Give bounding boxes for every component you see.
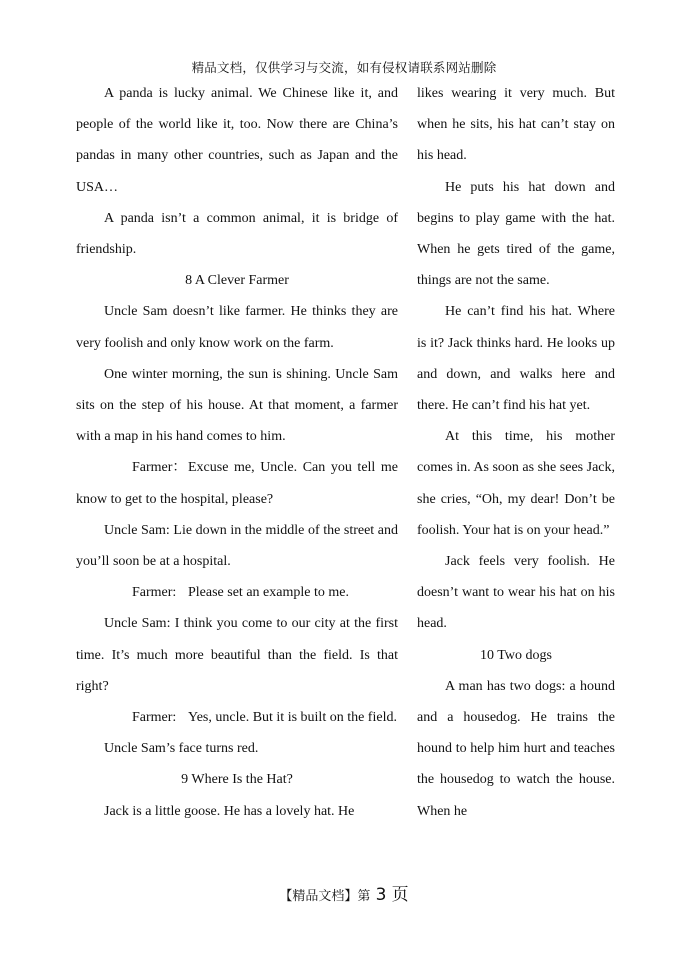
dialogue-line	[76, 515, 398, 577]
footer-suffix: 页	[391, 885, 409, 905]
paragraph: likes wearing it very much. But when he sits, his hat can’t stay on his head.	[417, 86, 615, 164]
dialogue-line	[76, 452, 398, 514]
page-footer	[0, 880, 688, 905]
speaker: Uncle Sam:	[104, 616, 171, 632]
paragraph: Uncle Sam doesn’t like farmer. He thinks they are very foolish and only know work on the farm.	[76, 304, 398, 351]
speaker: Farmer：	[132, 460, 187, 476]
paragraph: A panda is lucky animal. We Chinese like it, and people of the world like it, too. Now there are China’s pandas in many other countries, such as Japan and the USA…	[76, 86, 398, 195]
section-title: 10 Two dogs	[480, 647, 552, 663]
speaker: Uncle Sam:	[104, 522, 170, 538]
paragraph: Jack feels very foolish. He doesn’t want to wear his hat on his head.	[417, 554, 615, 632]
dialogue-line	[76, 702, 398, 733]
paragraph: At this time, his mother comes in. As soon as she sees Jack, she cries, “Oh, my dear! Don’t be foolish. Your hat is on your head.”	[417, 429, 615, 538]
right-column	[417, 78, 615, 827]
paragraph: One winter morning, the sun is shining. Uncle Sam sits on the step of his house. At that moment, a farmer with a map in his hand comes to him.	[76, 366, 398, 445]
footer-label: 【精品文档】第	[279, 888, 371, 903]
paragraph: Uncle Sam’s face turns red.	[104, 741, 259, 757]
paragraph: A panda isn’t a common animal, it is bridge of friendship.	[76, 210, 398, 258]
dialogue-line	[76, 577, 398, 608]
dialogue-line	[76, 608, 398, 702]
dialogue-text: Lie down in the middle of the street and you’ll soon be at a hospital.	[76, 522, 398, 570]
speaker: Farmer:	[132, 710, 177, 726]
paragraph: He can’t find his hat. Where is it? Jack thinks hard. He looks up and down, and walks here and there. He can’t find his hat yet.	[417, 304, 615, 414]
section-title: 8 A Clever Farmer	[185, 273, 289, 289]
dialogue-text: I think you come to our city at the first time. It’s much more beautiful than the field. Is that right?	[76, 616, 399, 694]
paragraph: He puts his hat down and begins to play game with the hat. When he gets tired of the game, things are not the same.	[417, 179, 615, 289]
dialogue-text: Please set an example to me.	[188, 585, 349, 601]
left-column	[76, 78, 398, 827]
paragraph: A man has two dogs: a hound and a housedog. He trains the hound to help him hurt and teaches the housedog to watch the house. When he	[417, 678, 615, 819]
paragraph: Jack is a little goose. He has a lovely hat. He	[104, 803, 355, 819]
section-title: 9 Where Is the Hat?	[181, 772, 293, 788]
page-header: 精品文档，仅供学习与交流，如有侵权请联系网站删除	[191, 60, 497, 75]
dialogue-text: Excuse me, Uncle. Can you tell me know to get to the hospital, please?	[76, 460, 398, 507]
speaker: Farmer:	[132, 585, 177, 601]
page-number: 3	[375, 885, 387, 905]
dialogue-text: Yes, uncle. But it is built on the field.	[188, 710, 397, 726]
